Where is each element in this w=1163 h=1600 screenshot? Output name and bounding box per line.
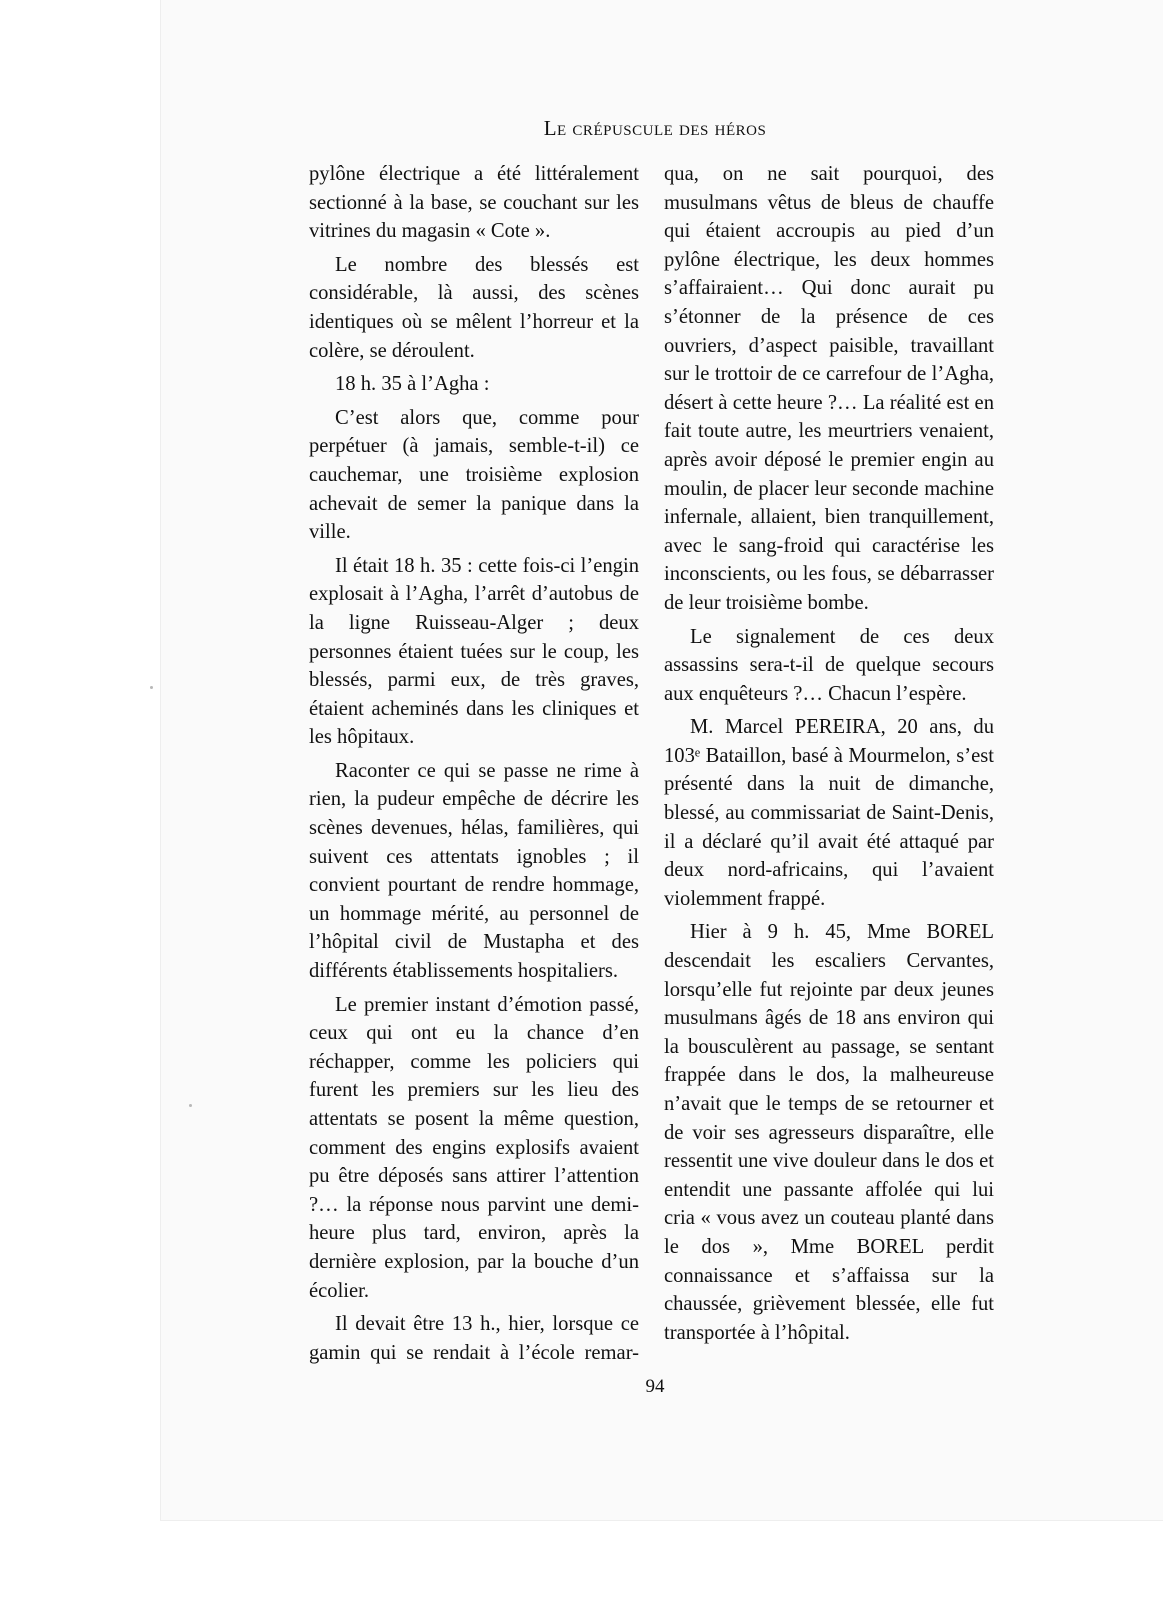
paragraph: pylône électrique a été littéralement sectionné à la base, se couchant sur les vitrines du magasin « Cote ». — [309, 163, 639, 243]
paragraph: Hier à 9 h. 45, Mme BOREL descendait les escaliers Cervantes, lorsqu’elle fut rejointe par deux jeunes musulmans âgés de 18 ans environ qui la bousculèrent au passage, se sentant frappée dans le dos, la malheureuse n’avait que le temps de se retourner et de voir ses agresseurs disparaître, elle ressentit une vive douleur dans le dos et entendit une passante affolée qui lui cria « vous avez un couteau planté dans le dos », Mme BOREL perdit connaissance et s’affaissa sur la chaussée, grièvement blessée, elle fut transportée à l’hôpital. — [664, 921, 994, 1344]
paragraph: Le premier instant d’émotion passé, ceux qui ont eu la chance d’en réchapper, comme les policiers qui furent les premiers sur les lieu des attentats se posent la même question, comment des engins explosifs avaient pu être déposés sans attirer l’attention ?… la réponse nous parvint une demi-heure plus tard, environ, après la dernière explosion, par la bouche d’un écolier. — [309, 993, 639, 1302]
paragraph: Le signalement de ces deux assassins sera-t-il de quelque secours aux enquêteurs ?… Chacun l’espère. — [664, 625, 994, 705]
paragraph: 18 h. 35 à l’Agha : — [335, 373, 490, 396]
paragraph: qua, on ne sait pourquoi, des musulmans vêtus de bleus de chauffe qui étaient accroupis au pied d’un pylône électrique, les deux hommes s’affairaient… Qui donc aurait pu s’étonner de la présence de ces ouvriers, d’aspect paisible, travaillant sur le trottoir de ce carrefour de l’Agha, désert à cette heure ?… La réalité est en fait toute autre, les meurtriers venaient, après avoir déposé le premier engin au moulin, de placer leur seconde machine infernale, allaient, bien tranquillement, avec le sang-froid qui caractérise les inconscients, ou les fous, se débarrasser de leur troisième bombe. — [664, 163, 994, 614]
scan-speck — [150, 686, 153, 689]
paragraph: C’est alors que, comme pour perpétuer (à jamais, semble-t-il) ce cauchemar, une troisième explosion achevait de semer la panique dans la ville. — [309, 406, 639, 544]
page-number: 94 — [645, 1376, 665, 1397]
running-title: Le crépuscule des héros — [543, 116, 767, 140]
paragraph: M. Marcel PEREIRA, 20 ans, du 103ᵉ Bataillon, basé à Mourmelon, s’est présenté dans la nuit de dimanche, blessé, au commissariat de Saint-Denis, il a déclaré qu’il avait été attaqué par deux nord-africains, qui l’avaient violemment frappé. — [664, 716, 994, 910]
paragraph: Il devait être 13 h., hier, lorsque ce gamin qui se rendait à l’école remar- — [309, 1313, 639, 1364]
paragraph: Il était 18 h. 35 : cette fois-ci l’engin explosait à l’Agha, l’arrêt d’autobus de la ligne Ruisseau-Alger ; deux personnes étaient tuées sur le coup, les blessés, parmi eux, de très graves, étaient acheminés dans les cliniques et les hôpitaux. — [309, 554, 639, 749]
paragraph: Raconter ce qui se passe ne rime à rien, la pudeur empêche de décrire les scènes devenues, hélas, familières, qui suivent ces attentats ignobles ; il convient pourtant de rendre hommage, un hommage mérité, au personnel de l’hôpital civil de Mustapha et des différents établissements hospitaliers. — [309, 759, 639, 983]
scan-speck — [189, 1104, 192, 1107]
right-column — [664, 160, 994, 1352]
left-column — [309, 160, 639, 1372]
paragraph: Le nombre des blessés est considérable, là aussi, des scènes identiques où se mêlent l’horreur et la colère, se déroulent. — [309, 253, 639, 362]
